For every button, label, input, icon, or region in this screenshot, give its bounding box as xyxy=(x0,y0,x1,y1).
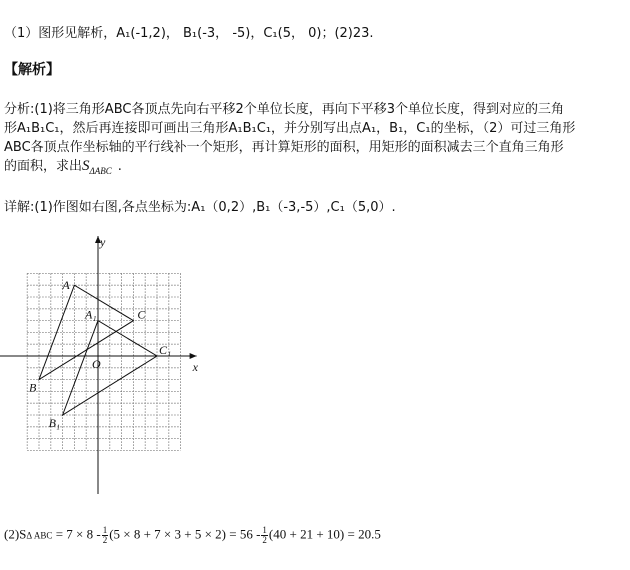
label-origin: O xyxy=(92,357,101,371)
area-symbol: S xyxy=(82,158,90,174)
label-c1: C₁ xyxy=(159,343,172,357)
answer-line: （1）图形见解析，A₁(-1,2)， B₁(-3， -5)，C₁(5， 0)；(2)23. xyxy=(4,26,374,41)
formula-prefix: (2)S xyxy=(4,526,27,542)
analysis-line-2: 形A₁B₁C₁，然后再连接即可画出三角形A₁B₁C₁，并分别写出点A₁，B₁，C₁的坐标，（2）可过三角形 xyxy=(4,121,576,136)
area-formula xyxy=(4,526,381,545)
detail-line: 详解:(1)作图如右图,各点坐标为:A₁（0,2）,B₁（-3,-5）,C₁（5,0）. xyxy=(4,200,396,215)
formula-eq1: = 7 × 8 - xyxy=(55,526,101,542)
label-a: A xyxy=(62,278,70,293)
label-x_axis: x xyxy=(192,360,198,374)
frac-num-2: 1 xyxy=(262,525,267,535)
formula-paren2: (40 + 21 + 10) = 20.5 xyxy=(268,526,381,542)
area-subscript: ΔABC xyxy=(89,166,112,176)
analysis-line-3: ABC各顶点作坐标轴的平行线补一个矩形，再计算矩形的面积，用矩形的面积减去三个直角三角形 xyxy=(4,140,564,155)
analysis-line-4-end: . xyxy=(117,159,122,174)
formula-paren1: (5 × 8 + 7 × 3 + 5 × 2) = 56 - xyxy=(109,526,261,542)
label-c: C xyxy=(137,307,146,322)
frac-den-1: 2 xyxy=(102,535,108,545)
label-b: B xyxy=(29,380,37,395)
label-b1: B₁ xyxy=(48,416,61,430)
formula-sub: Δ ABC xyxy=(26,530,53,541)
analysis-line-4 xyxy=(4,155,122,175)
analysis-line-1: 分析:(1)将三角形ABC各顶点先向右平移2个单位长度，再向下平移3个单位长度，得到对应的三角 xyxy=(4,102,564,117)
half-fraction-2 xyxy=(261,526,268,545)
half-fraction-1 xyxy=(102,526,109,545)
analysis-heading: 【解析】 xyxy=(4,62,60,78)
frac-num-1: 1 xyxy=(102,525,108,535)
analysis-line-4-text: 的面积，求出 xyxy=(4,159,83,174)
x-axis-arrow xyxy=(190,353,197,359)
triangle-abc xyxy=(39,285,133,379)
label-a1: A₁ xyxy=(85,307,97,322)
coordinate-figure xyxy=(0,232,270,494)
label-y_axis: y xyxy=(100,235,106,249)
frac-den-2: 2 xyxy=(262,535,267,545)
